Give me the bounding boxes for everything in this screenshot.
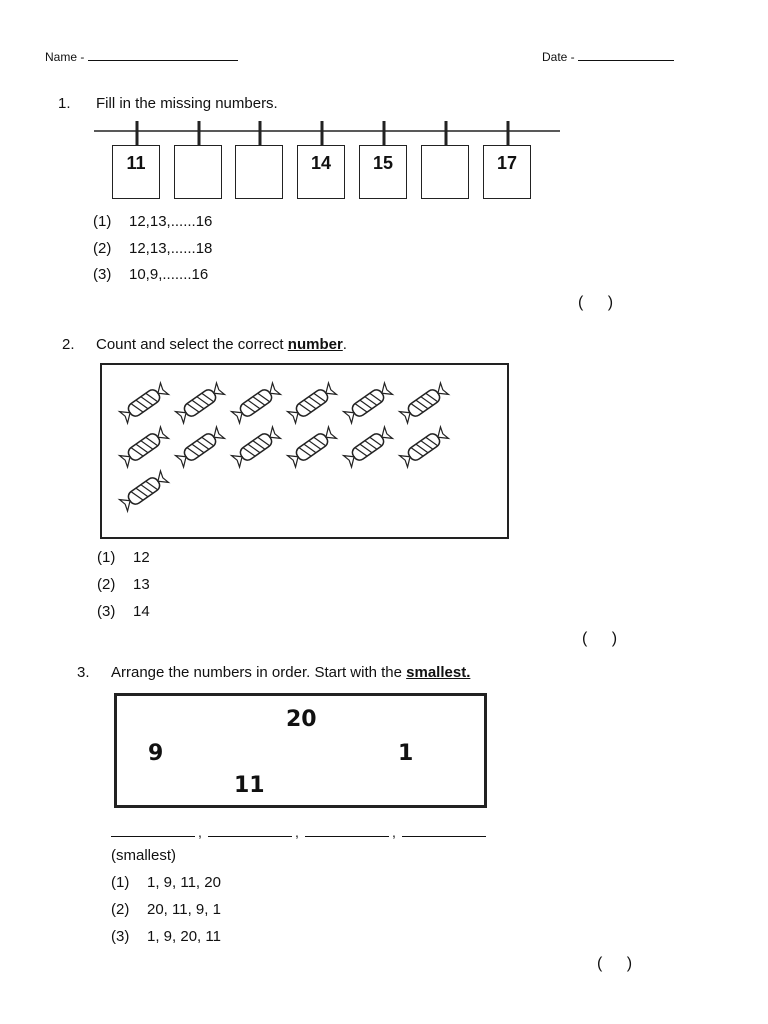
candy-icon: [176, 427, 225, 467]
option-number: (3): [93, 266, 112, 283]
number-box-7: 17: [483, 145, 531, 199]
candy-icon: [400, 427, 449, 467]
candy-icon: [120, 383, 169, 423]
option-text: 1, 9, 20, 11: [147, 928, 221, 945]
candy-picture-frame: [100, 363, 509, 539]
q1-answer-parentheses[interactable]: ( ): [578, 294, 624, 311]
option-text: 12,13,......16: [129, 213, 213, 230]
name-label: Name -: [45, 50, 85, 64]
q3-answer-parentheses[interactable]: ( ): [597, 955, 643, 972]
option-text: 12,13,......18: [129, 240, 213, 257]
q1-option-2[interactable]: [93, 240, 212, 257]
order-blank-2[interactable]: [208, 820, 292, 837]
option-number: (1): [97, 549, 116, 566]
q2-option-2[interactable]: [97, 576, 150, 593]
candy-icon: [120, 471, 169, 511]
option-text: 12: [133, 549, 150, 566]
question-3-text-part: Arrange the numbers in order. Start with the: [111, 664, 407, 681]
q3-option-3[interactable]: [111, 928, 221, 945]
question-1-text: Fill in the missing numbers.: [96, 95, 278, 112]
question-3-number: 3.: [77, 664, 90, 681]
question-2-text-end: .: [342, 336, 347, 353]
q3-option-1[interactable]: [111, 874, 221, 891]
question-2-number: 2.: [62, 336, 75, 353]
option-number: (3): [97, 603, 116, 620]
question-2-text: [96, 336, 347, 353]
question-2-emphasis: number: [287, 336, 343, 353]
option-number: (2): [97, 576, 116, 593]
option-number: (3): [111, 928, 130, 945]
option-number: (1): [111, 874, 130, 891]
q2-option-1[interactable]: [97, 549, 150, 566]
number-box-4: 14: [297, 145, 345, 199]
order-blank-4[interactable]: [402, 820, 486, 837]
question-3-emphasis: smallest.: [406, 664, 471, 681]
option-number: (2): [93, 240, 112, 257]
number-box-6[interactable]: [421, 145, 469, 199]
q1-option-1[interactable]: [93, 213, 212, 230]
option-text: 10,9,.......16: [129, 266, 209, 283]
option-number: (2): [111, 901, 130, 918]
number-card-11: 11: [234, 773, 265, 798]
order-answer-blanks: , , ,: [111, 820, 489, 842]
numbers-frame: [114, 693, 487, 808]
question-3-text: [111, 664, 470, 681]
option-text: 13: [133, 576, 150, 593]
candy-icon: [232, 383, 281, 423]
question-2-text-part: Count and select the correct: [96, 336, 288, 353]
candy-icon: [344, 383, 393, 423]
date-label: Date -: [542, 50, 575, 64]
number-card-1: 1: [398, 741, 414, 766]
candy-icon: [288, 383, 337, 423]
candy-icon: [232, 427, 281, 467]
question-1-number: 1.: [58, 95, 71, 112]
order-blank-1[interactable]: [111, 820, 195, 837]
date-blank[interactable]: [578, 48, 674, 61]
number-box-1: 11: [112, 145, 160, 199]
date-field[interactable]: [542, 48, 674, 64]
candy-picture: [102, 365, 507, 537]
number-box-5: 15: [359, 145, 407, 199]
candy-icon: [400, 383, 449, 423]
option-number: (1): [93, 213, 112, 230]
candy-icon: [120, 427, 169, 467]
candy-icon: [176, 383, 225, 423]
number-box-2[interactable]: [174, 145, 222, 199]
q2-answer-parentheses[interactable]: ( ): [582, 630, 628, 647]
q2-option-3[interactable]: [97, 603, 150, 620]
order-blank-3[interactable]: [305, 820, 389, 837]
q1-option-3[interactable]: [93, 266, 208, 283]
candy-icon: [344, 427, 393, 467]
candy-icon: [288, 427, 337, 467]
smallest-label: (smallest): [111, 847, 177, 864]
option-text: 1, 9, 11, 20: [147, 874, 221, 891]
number-card-9: 9: [148, 741, 164, 766]
number-box-3[interactable]: [235, 145, 283, 199]
q3-option-2[interactable]: [111, 901, 221, 918]
name-blank[interactable]: [88, 48, 238, 61]
option-text: 14: [133, 603, 150, 620]
option-text: 20, 11, 9, 1: [147, 901, 221, 918]
name-field[interactable]: [45, 48, 238, 64]
number-card-20: 20: [286, 707, 317, 732]
